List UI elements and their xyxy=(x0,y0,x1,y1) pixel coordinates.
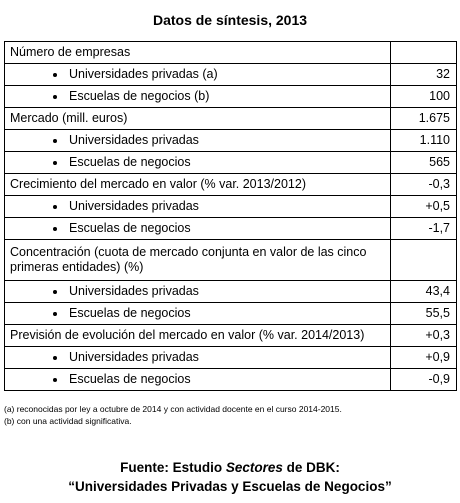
bullet-icon xyxy=(53,227,57,231)
row-label: Universidades privadas xyxy=(69,284,199,298)
row-value: 55,5 xyxy=(391,303,457,325)
row-label-cell xyxy=(5,64,391,86)
row-label-cell xyxy=(5,152,391,174)
table-row xyxy=(5,174,457,196)
row-value: 565 xyxy=(391,152,457,174)
row-label: Universidades privadas (a) xyxy=(69,67,218,81)
row-label: Escuelas de negocios (b) xyxy=(69,89,210,103)
bullet-icon xyxy=(53,95,57,99)
footnote-b: (b) con una actividad significativa. xyxy=(4,416,132,426)
row-value: 1.675 xyxy=(391,108,457,130)
source-line-1: Fuente: Estudio Sectores de DBK: xyxy=(120,460,340,475)
row-label: Escuelas de negocios xyxy=(69,221,191,235)
row-label: Universidades privadas xyxy=(69,133,199,147)
row-label-cell xyxy=(5,303,391,325)
source-line-2: “Universidades Privadas y Escuelas de Negocios” xyxy=(68,479,392,494)
row-label-cell xyxy=(5,196,391,218)
row-value: +0,9 xyxy=(391,347,457,369)
table-subrow xyxy=(5,218,457,240)
row-label: Número de empresas xyxy=(10,45,131,59)
table-subrow xyxy=(5,196,457,218)
row-value: 43,4 xyxy=(391,281,457,303)
table-subrow xyxy=(5,86,457,108)
bullet-icon xyxy=(53,312,57,316)
source-note xyxy=(0,458,460,496)
table-subrow xyxy=(5,347,457,369)
page-title: Datos de síntesis, 2013 xyxy=(152,12,308,28)
table-row xyxy=(5,42,457,64)
table-subrow xyxy=(5,152,457,174)
row-label: Escuelas de negocios xyxy=(69,155,191,169)
bullet-icon xyxy=(53,139,57,143)
bullet-icon xyxy=(53,73,57,77)
row-label-cell xyxy=(5,218,391,240)
table-subrow xyxy=(5,303,457,325)
row-label: Escuelas de negocios xyxy=(69,372,191,386)
table-subrow xyxy=(5,369,457,391)
row-value: 100 xyxy=(391,86,457,108)
row-label: Concentración (cuota de mercado conjunta en valor de las cinco primeras entidades) (%) xyxy=(10,245,367,274)
row-value: -0,3 xyxy=(391,174,457,196)
footnotes xyxy=(4,403,342,427)
row-label-cell xyxy=(5,42,391,64)
table-subrow xyxy=(5,130,457,152)
row-label-cell xyxy=(5,325,391,347)
row-value: 1.110 xyxy=(391,130,457,152)
synthesis-table xyxy=(4,41,457,391)
bullet-icon xyxy=(53,161,57,165)
row-label-cell xyxy=(5,86,391,108)
row-label-cell xyxy=(5,174,391,196)
row-label: Previsión de evolución del mercado en valor (% var. 2014/2013) xyxy=(10,328,365,342)
row-value: -1,7 xyxy=(391,218,457,240)
bullet-icon xyxy=(53,356,57,360)
row-label-cell xyxy=(5,281,391,303)
row-label-cell xyxy=(5,108,391,130)
row-value: -0,9 xyxy=(391,369,457,391)
table-subrow xyxy=(5,64,457,86)
table-row xyxy=(5,108,457,130)
row-label-cell xyxy=(5,347,391,369)
bullet-icon xyxy=(53,205,57,209)
row-label: Escuelas de negocios xyxy=(69,306,191,320)
table-row xyxy=(5,325,457,347)
row-label: Crecimiento del mercado en valor (% var. 2013/2012) xyxy=(10,177,306,191)
row-label-cell xyxy=(5,369,391,391)
row-value: 32 xyxy=(391,64,457,86)
row-label: Mercado (mill. euros) xyxy=(10,111,128,125)
row-label: Universidades privadas xyxy=(69,199,199,213)
bullet-icon xyxy=(53,290,57,294)
row-value xyxy=(391,42,457,64)
row-label-cell xyxy=(5,130,391,152)
table-row xyxy=(5,240,457,281)
row-value: +0,5 xyxy=(391,196,457,218)
row-value: +0,3 xyxy=(391,325,457,347)
bullet-icon xyxy=(53,378,57,382)
footnote-a: (a) reconocidas por ley a octubre de 2014 y con actividad docente en el curso 2014-2015. xyxy=(4,404,342,414)
row-label: Universidades privadas xyxy=(69,350,199,364)
row-value xyxy=(391,240,457,281)
table-subrow xyxy=(5,281,457,303)
row-label-cell xyxy=(5,240,391,281)
